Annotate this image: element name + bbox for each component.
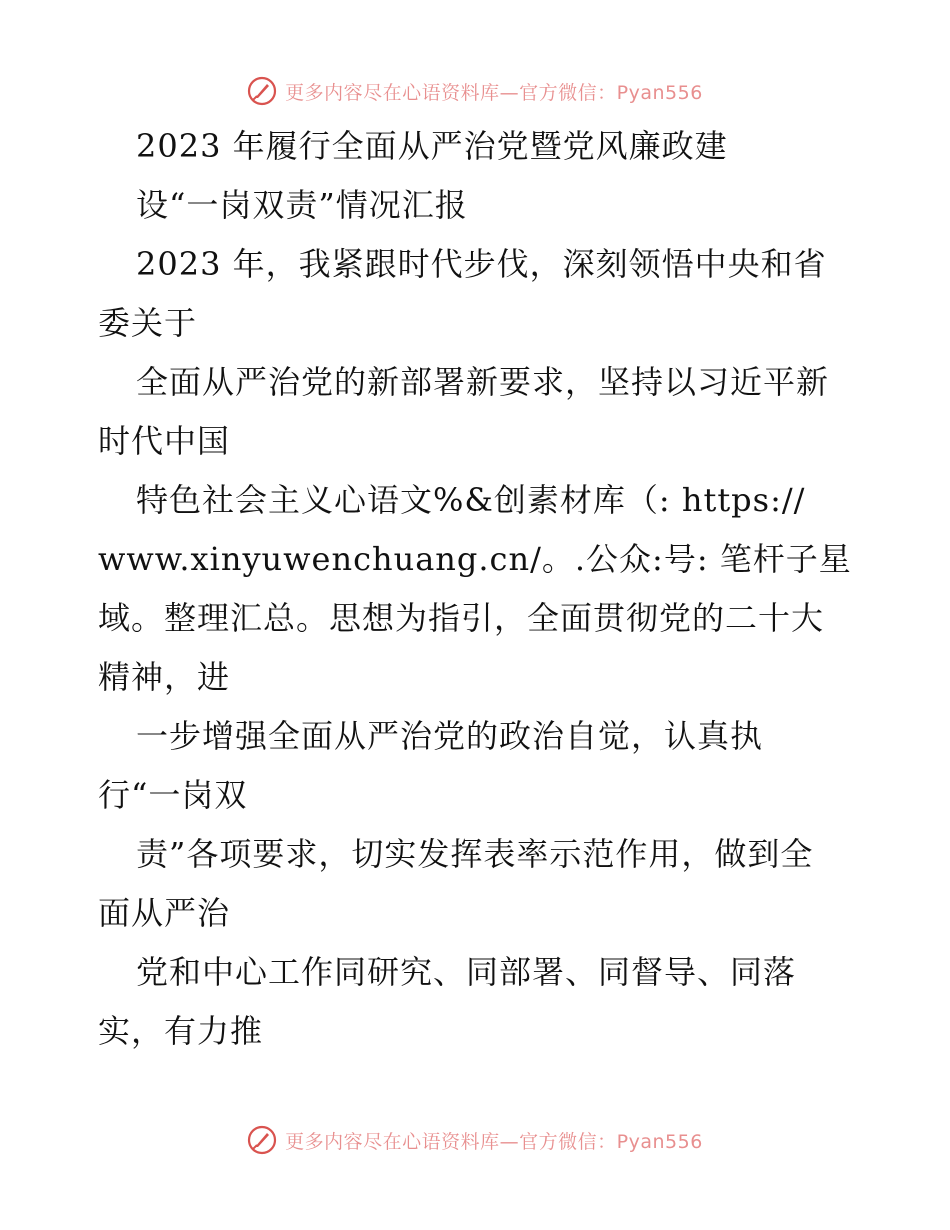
paragraph-line: 时代中国: [98, 422, 231, 460]
paragraph-line: 特色社会主义心语文%&创素材库（: https://: [136, 481, 806, 519]
watermark-text: 更多内容尽在心语资料库—官方微信：Pyan556: [285, 81, 703, 104]
footer-watermark: [0, 1120, 950, 1160]
paragraph-line: 面从严治: [98, 894, 231, 932]
document-title-line-2: 设“一岗双责”情况汇报: [136, 186, 468, 224]
paragraph-line: 域。整理汇总。思想为指引，全面贯彻党的二十大: [98, 599, 825, 637]
paragraph-line: 委关于: [98, 304, 198, 342]
watermark-text: 更多内容尽在心语资料库—官方微信：Pyan556: [285, 1130, 703, 1153]
paragraph-line: 全面从严治党的新部署新要求，坚持以习近平新: [136, 363, 830, 401]
paragraph-line: 行“一岗双: [98, 776, 248, 814]
paragraph-line: 精神，进: [98, 658, 231, 696]
paragraph-line: www.xinyuwenchuang.cn/。.公众:号: 笔杆子星: [98, 540, 852, 578]
document-title-line-1: 2023 年履行全面从严治党暨党风廉政建: [136, 127, 728, 165]
feather-logo-icon: [247, 76, 277, 106]
header-watermark: [0, 71, 950, 111]
paragraph-line: 2023 年，我紧跟时代步伐，深刻领悟中央和省: [136, 245, 827, 283]
paragraph-line: 实，有力推: [98, 1012, 264, 1050]
paragraph-line: 党和中心工作同研究、同部署、同督导、同落: [136, 953, 797, 991]
paragraph-line: 责”各项要求，切实发挥表率示范作用，做到全: [136, 835, 814, 873]
feather-logo-icon: [247, 1125, 277, 1155]
paragraph-line: 一步增强全面从严治党的政治自觉，认真执: [136, 717, 764, 755]
